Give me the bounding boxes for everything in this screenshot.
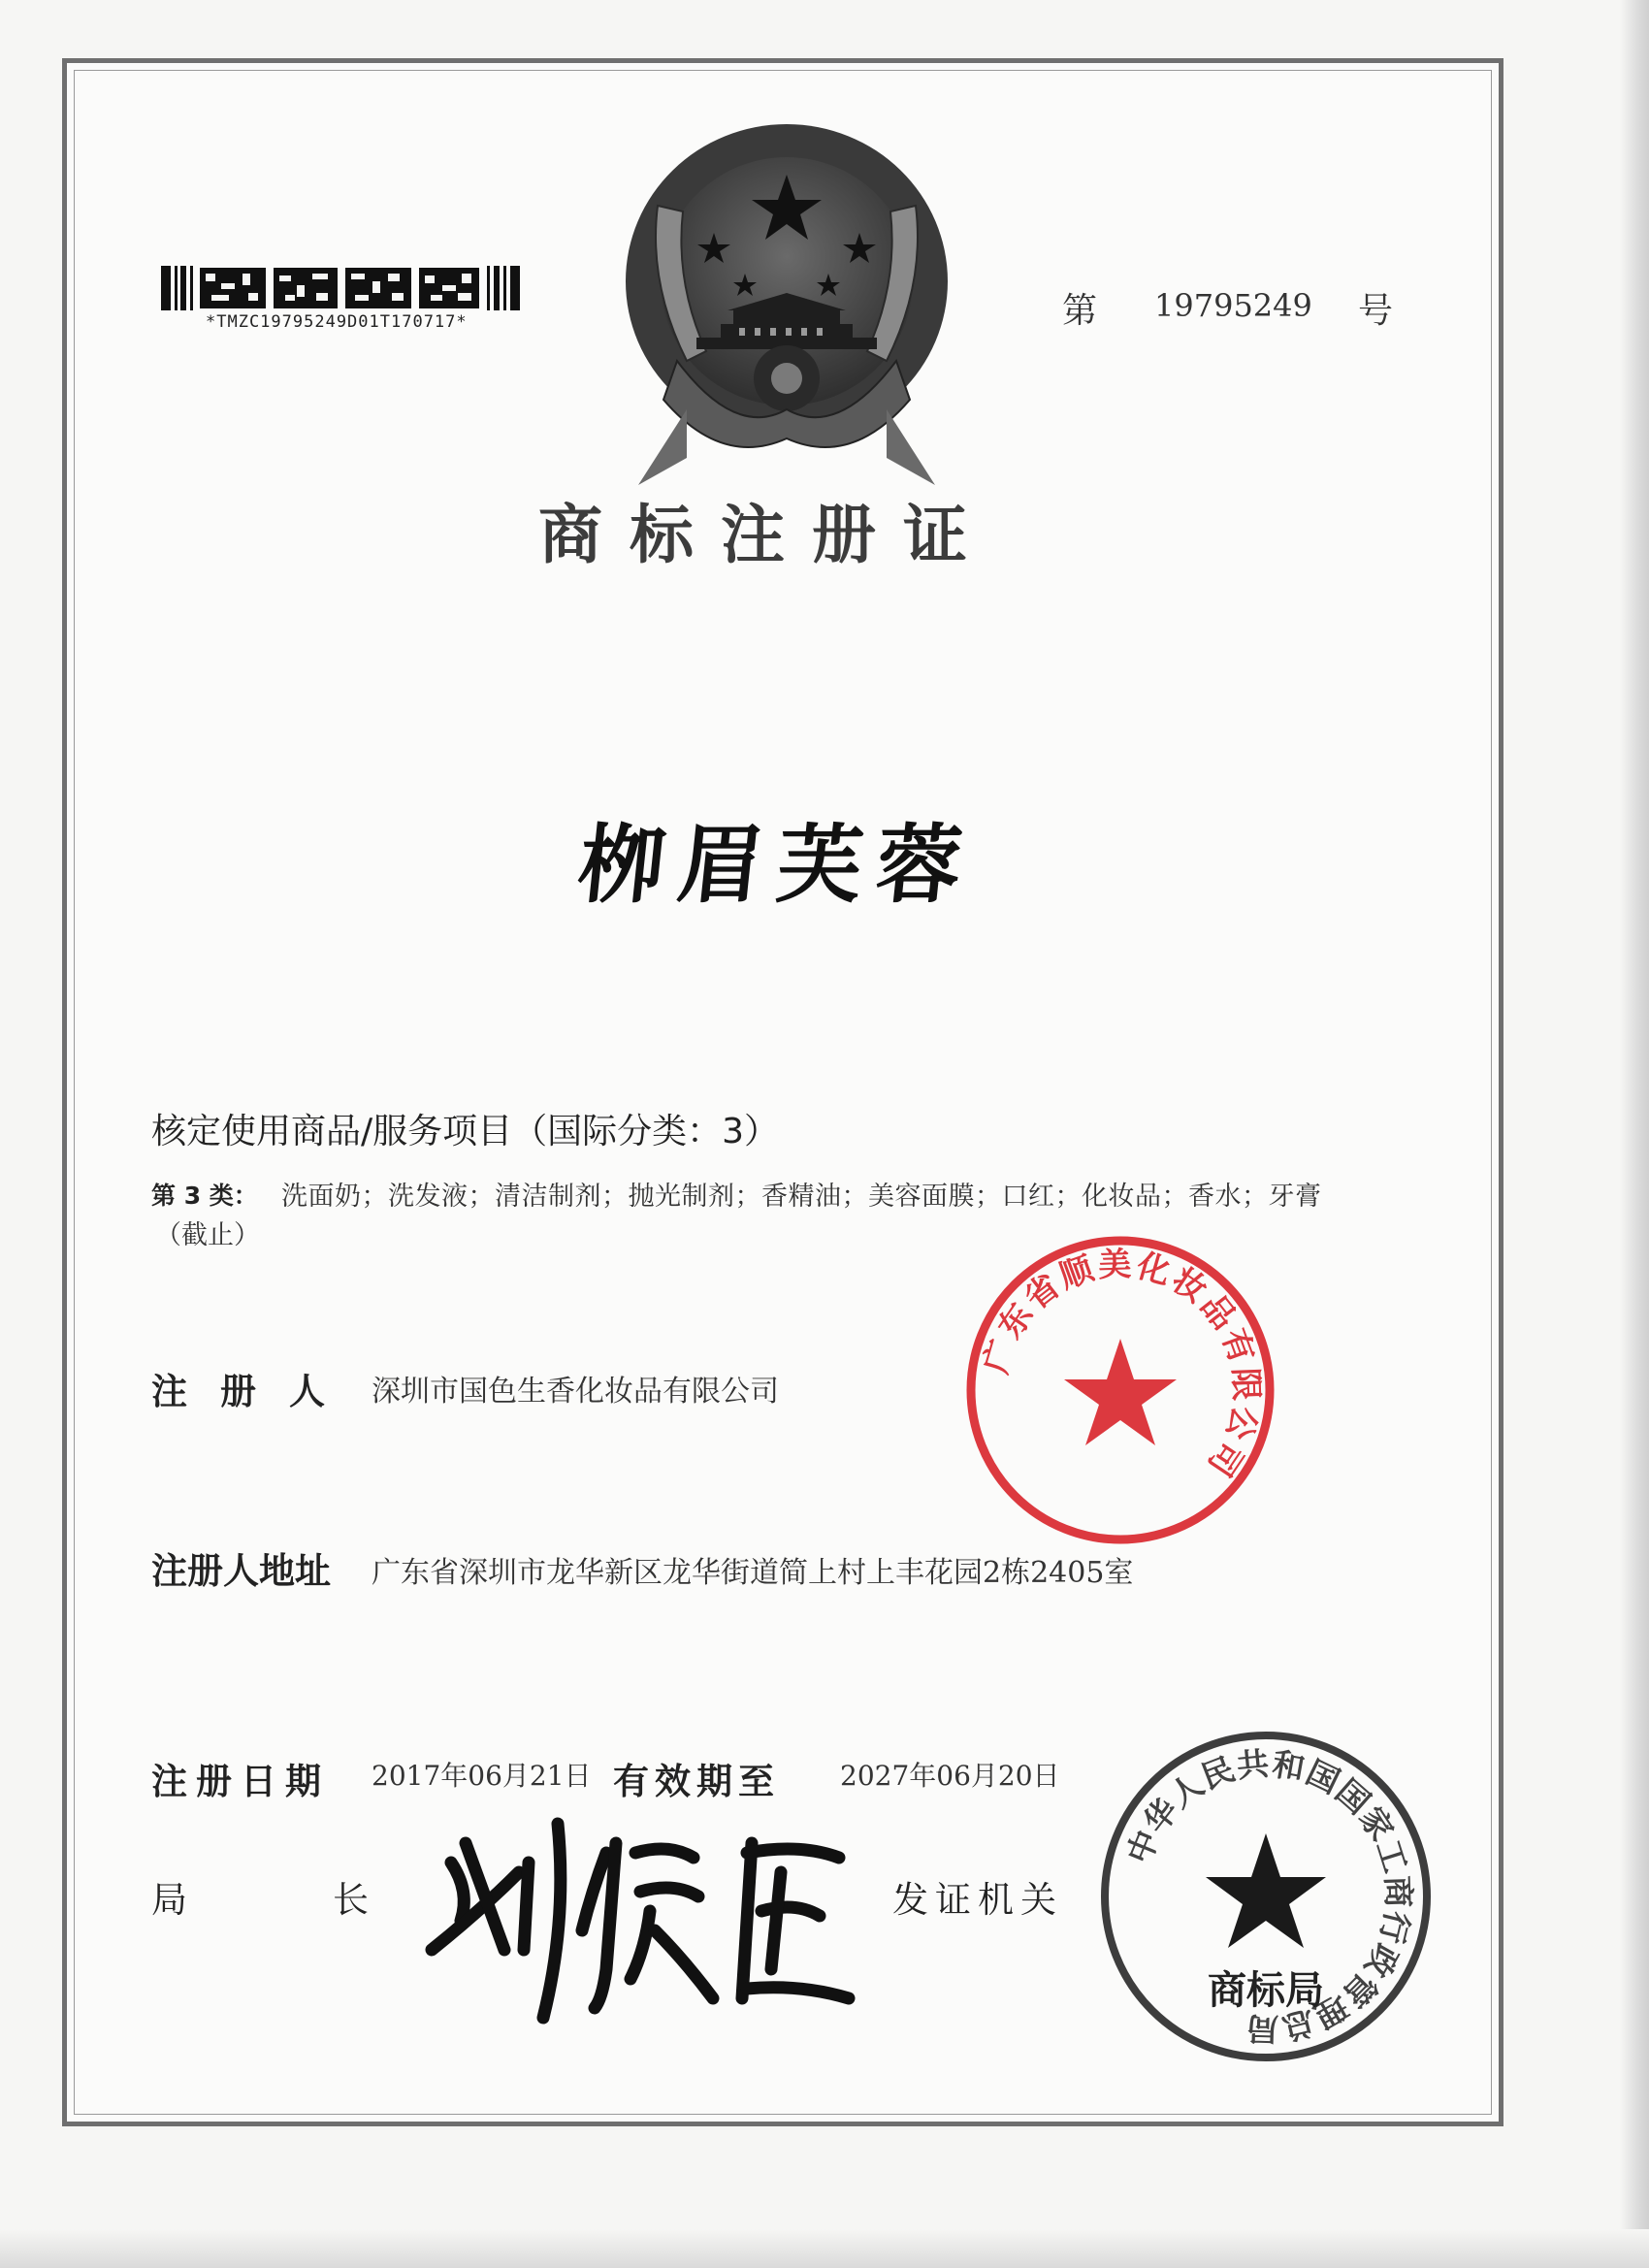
goods-list-end: （截止）: [155, 1220, 260, 1250]
goods-list: 洗面奶；洗发液；清洁制剂；抛光制剂；香精油；美容面膜；口红；化妆品；香水；牙膏: [281, 1182, 1322, 1212]
page-title: 商标注册证: [538, 497, 994, 572]
director-signature: [412, 1804, 868, 2027]
address-label: 注册人地址: [151, 1550, 331, 1592]
certificate-number-suffix: 号: [1358, 291, 1394, 331]
svg-text:中华人民共和国国家工商行政管理总局: 中华人民共和国国家工商行政管理总局: [1119, 1744, 1418, 2049]
class-label: 第 3 类：: [151, 1182, 258, 1210]
director-label: 局长: [151, 1879, 514, 1921]
company-seal-stamp: [962, 1232, 1278, 1548]
national-emblem-icon: [619, 118, 954, 487]
svg-text:广东省顺美化妆品有限公司: 广东省顺美化妆品有限公司: [976, 1245, 1266, 1486]
goods-services-heading: 核定使用商品/服务项目（国际分类：3）: [151, 1112, 780, 1151]
issuing-office-seal: [1096, 1727, 1436, 2066]
registrant-value: 深圳市国色生香化妆品有限公司: [372, 1375, 779, 1409]
valid-until-value: 2027年06月20日: [840, 1760, 1060, 1792]
barcode-image: [161, 266, 528, 310]
barcode-code: *TMZC19795249D01T170717*: [206, 312, 468, 332]
registration-date-value: 2017年06月21日: [372, 1760, 592, 1792]
registrant-label: 注册人: [151, 1371, 358, 1412]
page-edge-shadow: [1620, 0, 1649, 2268]
valid-until-label: 有效期至: [613, 1761, 780, 1802]
certificate-number-prefix: 第: [1062, 291, 1098, 331]
address-value: 广东省深圳市龙华新区龙华街道简上村上丰花园2栋2405室: [372, 1556, 1134, 1590]
page-edge-shadow-bottom: [0, 2229, 1649, 2268]
registration-date-label: 注册日期: [151, 1761, 330, 1802]
svg-text:商标局: 商标局: [1208, 1968, 1324, 2013]
certificate-number: 19795249: [1154, 287, 1312, 324]
trademark-name: 栁眉芙蓉: [573, 814, 981, 915]
issuer-label: 发证机关: [892, 1879, 1063, 1921]
